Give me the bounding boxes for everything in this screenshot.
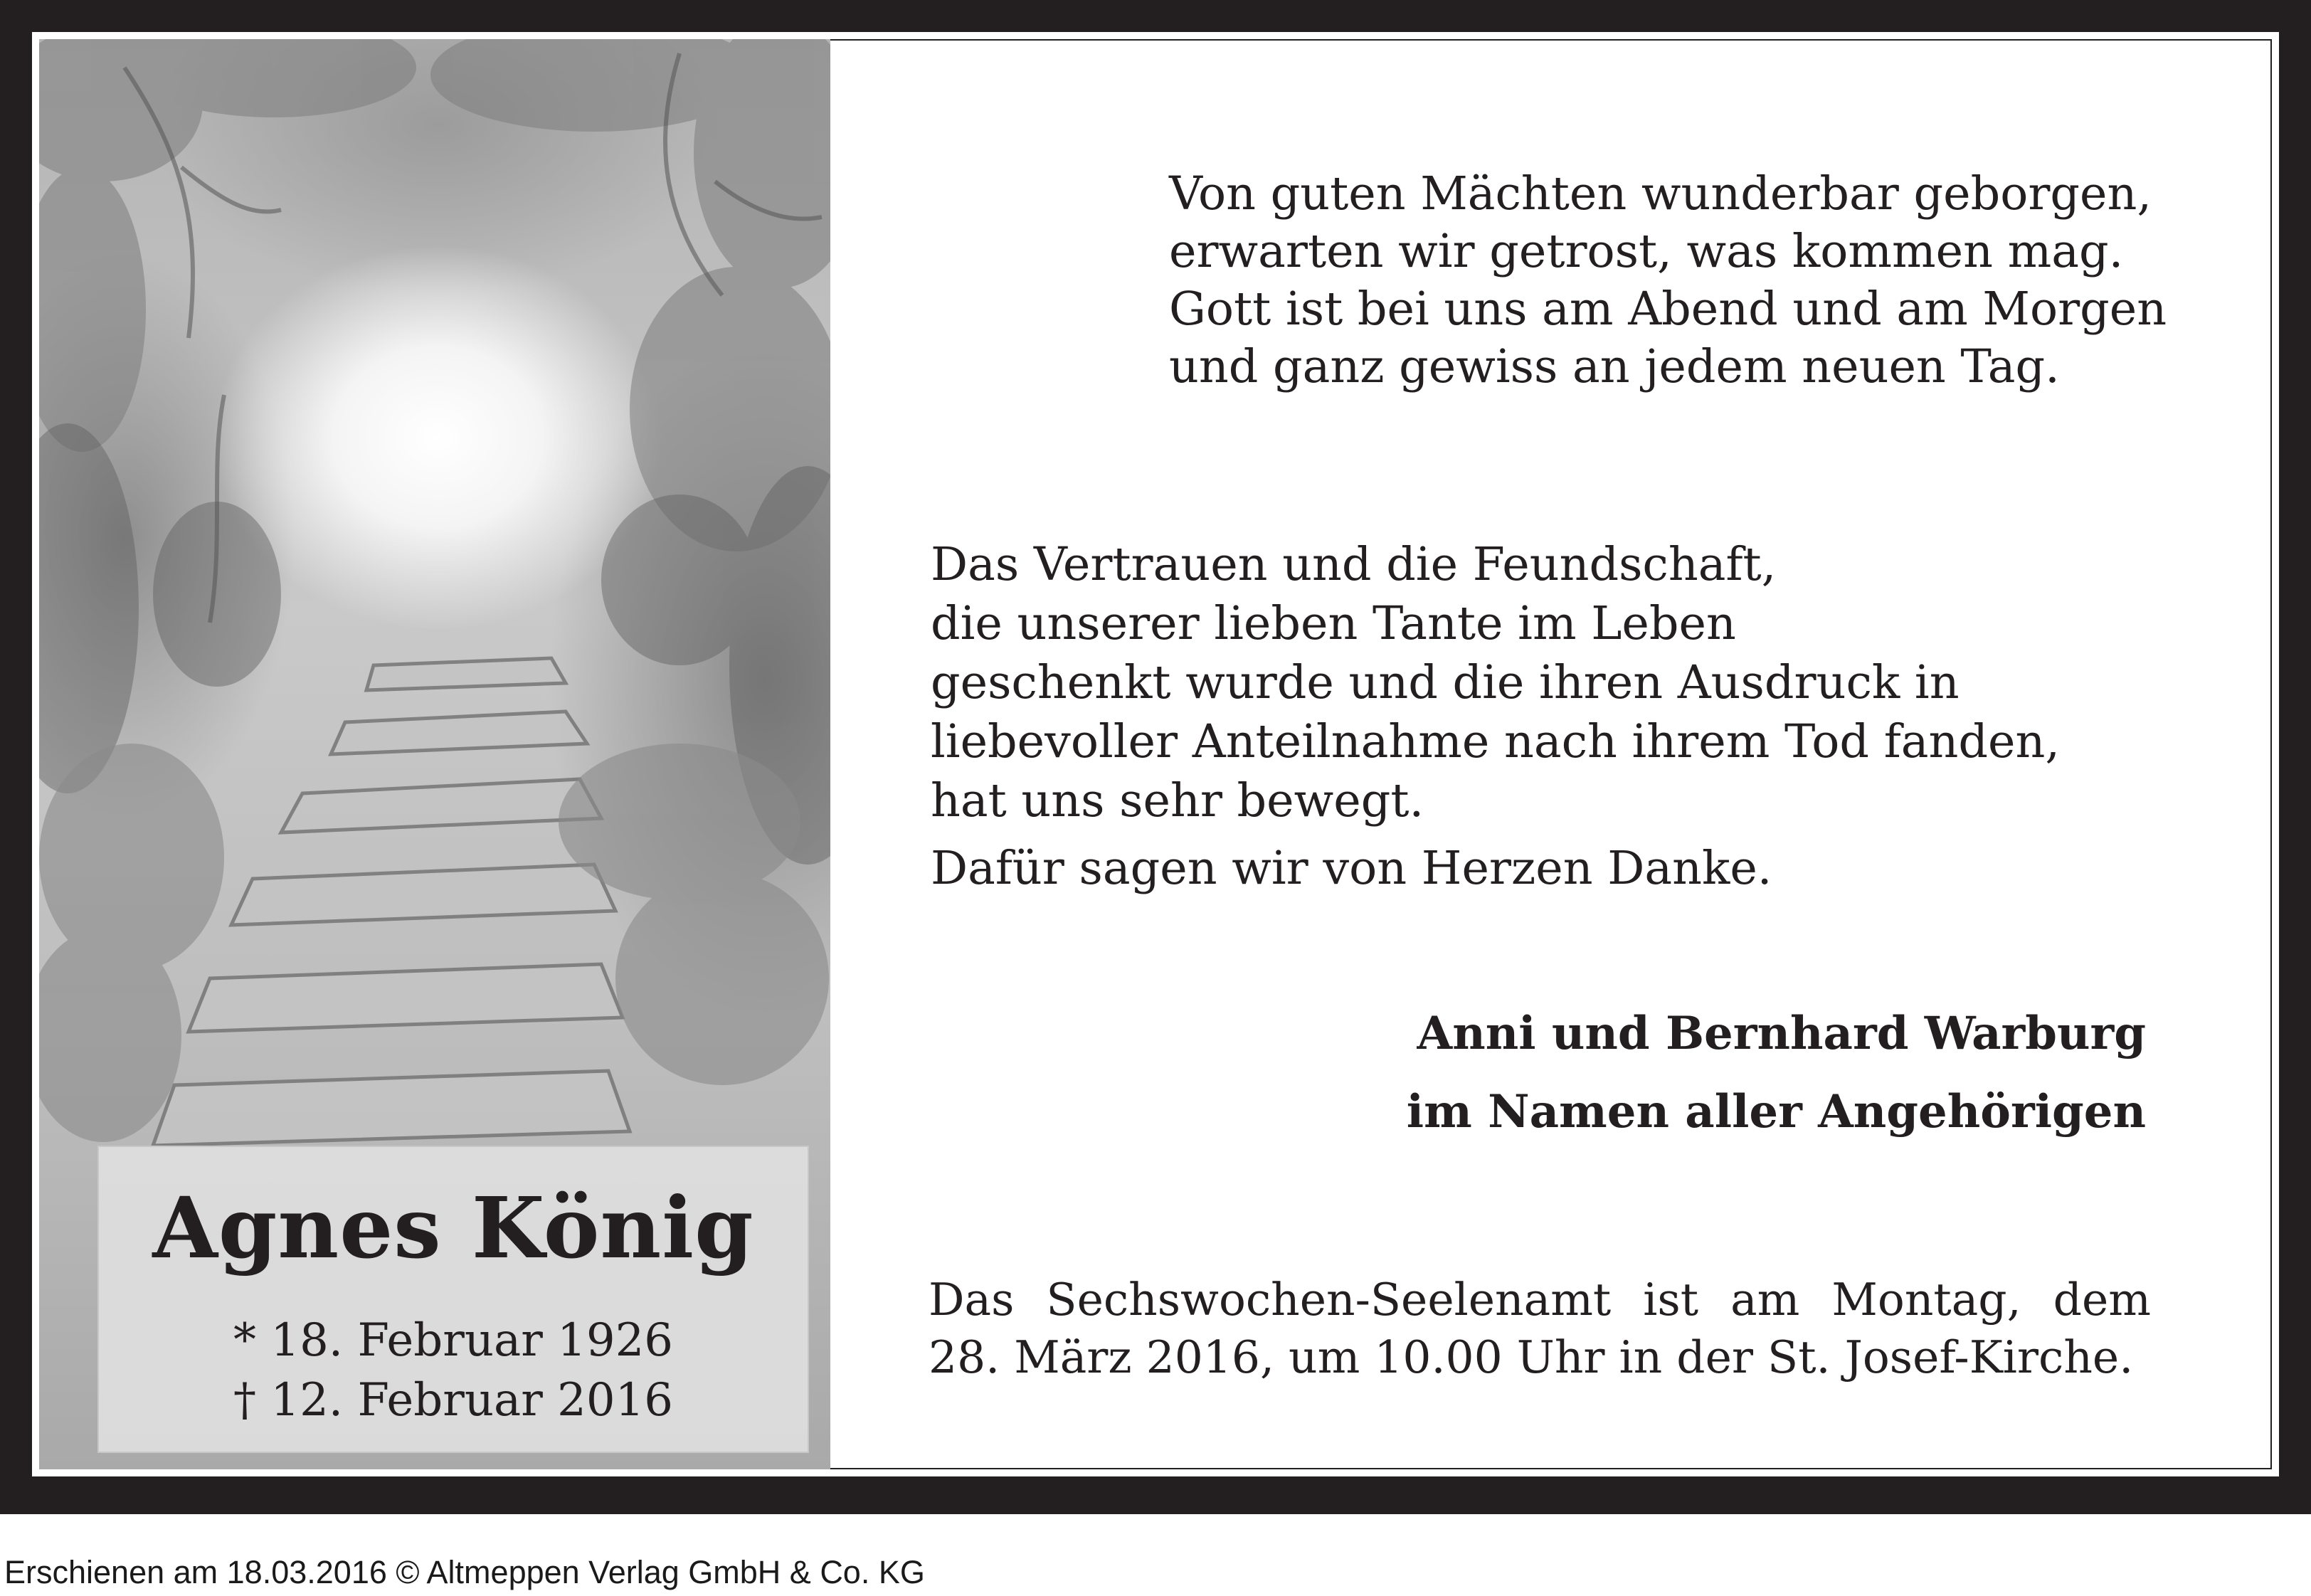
name-plate (97, 1146, 809, 1453)
service-line: Das Sechswochen-Seelenamt ist am Montag, dem (929, 1274, 2151, 1326)
poem-line: Gott ist bei uns am Abend und am Morgen (1169, 282, 2167, 336)
life-dates (99, 1311, 808, 1430)
poem-line: Von guten Mächten wunderbar geborgen, (1169, 167, 2152, 221)
thanks-line: geschenkt wurde und die ihren Ausdruck in (931, 656, 1960, 709)
stairway-photo (39, 39, 830, 1469)
thanks-line: hat uns sehr bewegt. (931, 774, 1424, 828)
deceased-name: Agnes König (152, 1178, 754, 1277)
thanks-paragraph (931, 535, 2060, 898)
service-line: 28. März 2016, um 10.00 Uhr in der St. Josef-Kirche. (929, 1331, 2134, 1383)
birth-date: * 18. Februar 1926 (233, 1314, 673, 1367)
thanks-line: die unserer lieben Tante im Leben (931, 597, 1736, 650)
thanks-closing: Dafür sagen wir von Herzen Danke. (931, 842, 1772, 895)
poem-verse (1169, 165, 2167, 396)
poem-line: und ganz gewiss an jedem neuen Tag. (1169, 340, 2060, 393)
signature-names: Anni und Bernhard Warburg (1417, 1007, 2146, 1060)
poem-line: erwarten wir getrost, was kommen mag. (1169, 225, 2124, 278)
death-date: † 12. Februar 2016 (233, 1374, 673, 1427)
signature-block (1407, 995, 2146, 1151)
thanks-line: liebevoller Anteilnahme nach ihrem Tod fanden, (931, 715, 2060, 768)
publication-footer: Erschienen am 18.03.2016 © Altmeppen Verlag GmbH & Co. KG (4, 1554, 925, 1590)
thanks-line: Das Vertrauen und die Feundschaft, (931, 538, 1777, 591)
service-announcement (929, 1271, 2151, 1386)
signature-subtitle: im Namen aller Angehörigen (1406, 1085, 2146, 1138)
